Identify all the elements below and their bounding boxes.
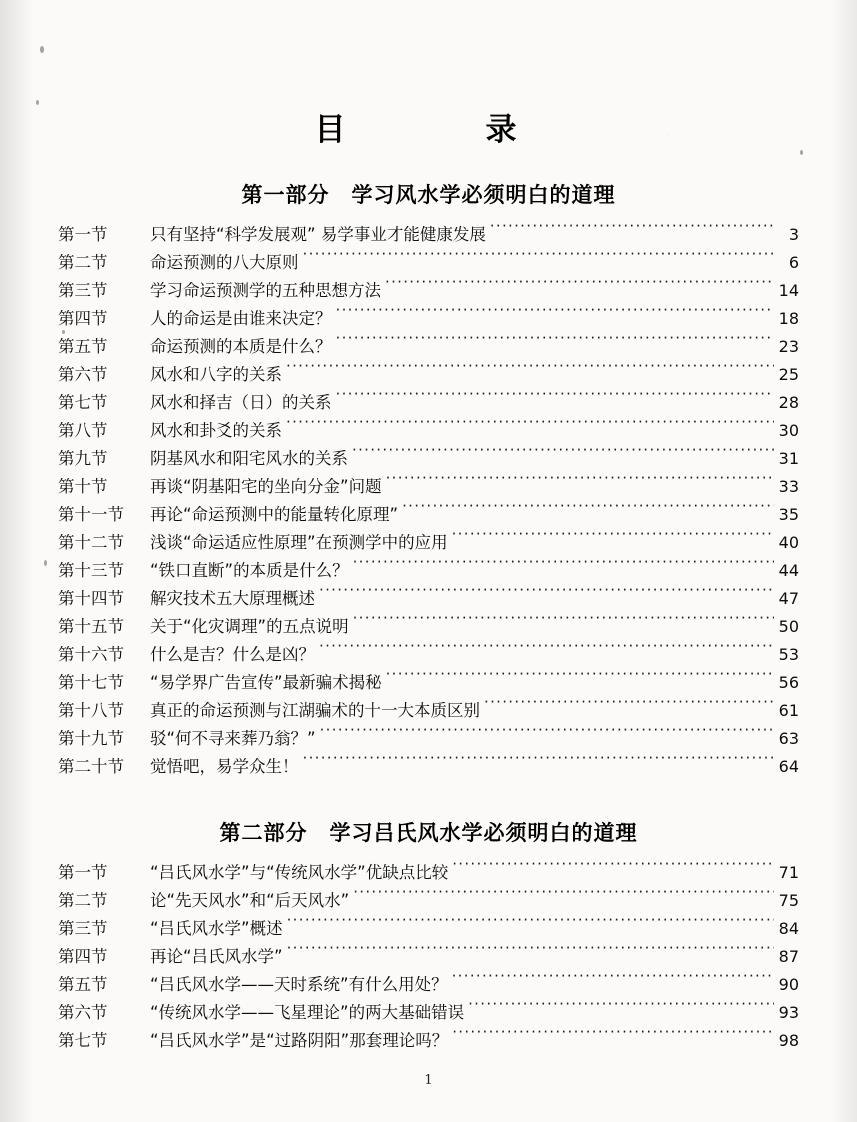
toc-section-number: 第十八节	[58, 701, 124, 720]
toc-entry[interactable]	[58, 585, 799, 613]
dot-leader	[452, 974, 774, 990]
toc-entry-title: “吕氏风水学——天时系统”有什么用处？	[150, 975, 448, 994]
toc-section-number: 第三节	[58, 281, 108, 300]
toc-entry[interactable]	[58, 557, 799, 585]
dot-leader	[402, 504, 774, 520]
toc-entry-title: “传统风水学——飞星理论”的两大基础错误	[150, 1003, 465, 1022]
toc-page-number: 6	[788, 253, 799, 272]
dot-leader	[353, 890, 774, 906]
toc-section-number: 第六节	[58, 1003, 108, 1022]
toc-list-part-1	[58, 221, 799, 781]
dot-leader	[484, 700, 774, 716]
scan-speck	[40, 46, 44, 53]
dot-leader	[336, 392, 775, 408]
toc-entry[interactable]	[58, 999, 799, 1027]
toc-section-number: 第八节	[58, 421, 108, 440]
toc-entry[interactable]	[58, 753, 799, 781]
toc-entry-title: 觉悟吧，易学众生！	[150, 757, 299, 776]
toc-page-number: 25	[778, 365, 799, 384]
toc-entry[interactable]	[58, 333, 799, 361]
toc-entry-title: 浅谈“命运适应性原理”在预测学中的应用	[150, 533, 448, 552]
scan-speck	[44, 560, 47, 566]
dot-leader	[452, 862, 774, 878]
toc-entry[interactable]	[58, 389, 799, 417]
part-section-1	[58, 179, 799, 781]
toc-entry-title: 人的命运是由谁来决定？	[150, 309, 332, 328]
dot-leader	[353, 560, 774, 576]
part-heading-text: 学习风水学必须明白的道理	[351, 182, 616, 207]
toc-section-number: 第三节	[58, 919, 108, 938]
toc-page-number: 98	[778, 1031, 799, 1050]
toc-entry-title: “吕氏风水学”概述	[150, 919, 283, 938]
toc-page-number: 40	[778, 533, 799, 552]
toc-page-number: 71	[778, 863, 799, 882]
toc-page-number: 90	[778, 975, 799, 994]
dot-leader	[490, 224, 774, 240]
toc-page-number: 64	[778, 757, 799, 776]
toc-entry-title: 风水和择吉（日）的关系	[150, 393, 332, 412]
toc-entry[interactable]	[58, 361, 799, 389]
toc-section-number: 第九节	[58, 449, 108, 468]
dot-leader	[336, 336, 775, 352]
dot-leader	[336, 308, 775, 324]
toc-page-number: 30	[778, 421, 799, 440]
toc-entry[interactable]	[58, 697, 799, 725]
toc-entry-title: 阴基风水和阳宅风水的关系	[150, 449, 348, 468]
dot-leader	[386, 476, 774, 492]
toc-section-number: 第七节	[58, 1031, 108, 1050]
toc-entry[interactable]	[58, 613, 799, 641]
dot-leader	[452, 532, 774, 548]
toc-page-number: 61	[778, 701, 799, 720]
toc-entry[interactable]	[58, 641, 799, 669]
toc-entry[interactable]	[58, 249, 799, 277]
toc-entry[interactable]	[58, 473, 799, 501]
toc-page-number: 87	[778, 947, 799, 966]
toc-section-number: 第十四节	[58, 589, 124, 608]
toc-section-number: 第四节	[58, 309, 108, 328]
toc-page-number: 53	[778, 645, 799, 664]
toc-entry-title: 再谈“阴基阳宅的坐向分金”问题	[150, 477, 382, 496]
toc-entry[interactable]	[58, 417, 799, 445]
toc-page-number: 84	[778, 919, 799, 938]
toc-entry[interactable]	[58, 859, 799, 887]
toc-entry[interactable]	[58, 1027, 799, 1055]
toc-section-number: 第十九节	[58, 729, 124, 748]
toc-section-number: 第五节	[58, 337, 108, 356]
scan-speck	[36, 100, 39, 105]
toc-section-number: 第六节	[58, 365, 108, 384]
toc-section-number: 第十六节	[58, 645, 124, 664]
dot-leader	[303, 252, 775, 268]
toc-entry[interactable]	[58, 971, 799, 999]
toc-entry[interactable]	[58, 221, 799, 249]
toc-entry-title: 风水和八字的关系	[150, 365, 282, 384]
toc-page-number: 14	[778, 281, 799, 300]
toc-entry[interactable]	[58, 305, 799, 333]
toc-section-number: 第十二节	[58, 533, 124, 552]
dot-leader	[386, 672, 774, 688]
toc-entry[interactable]	[58, 725, 799, 753]
part-heading-text: 学习吕氏风水学必须明白的道理	[329, 820, 638, 845]
toc-page-number: 33	[778, 477, 799, 496]
toc-entry[interactable]	[58, 501, 799, 529]
toc-entry-title: 驳“何不寻来葬乃翁？”	[150, 729, 316, 748]
toc-entry-title: “吕氏风水学”是“过路阴阳”那套理论吗？	[150, 1031, 449, 1050]
toc-section-number: 第五节	[58, 975, 108, 994]
toc-page-number: 47	[778, 589, 799, 608]
dot-leader	[468, 1002, 774, 1018]
toc-entry[interactable]	[58, 943, 799, 971]
dot-leader	[287, 946, 774, 962]
toc-page-number: 23	[778, 337, 799, 356]
toc-page-number: 63	[778, 729, 799, 748]
folio-page-number: 1	[424, 1073, 433, 1088]
toc-section-number: 第十五节	[58, 617, 124, 636]
toc-page-number: 75	[778, 891, 799, 910]
toc-entry-title: “铁口直断”的本质是什么？	[150, 561, 349, 580]
toc-entry-title: 命运预测的本质是什么？	[150, 337, 332, 356]
toc-entry-title: 真正的命运预测与江湖骗术的十一大本质区别	[150, 701, 480, 720]
toc-entry[interactable]	[58, 887, 799, 915]
dot-leader	[319, 644, 774, 660]
toc-entry-title: 关于“化灾调理”的五点说明	[150, 617, 349, 636]
toc-page-number: 3	[788, 225, 799, 244]
toc-page-number: 50	[778, 617, 799, 636]
toc-entry[interactable]	[58, 915, 799, 943]
toc-section-number: 第十一节	[58, 505, 124, 524]
toc-section-number: 第十节	[58, 477, 108, 496]
scan-speck	[800, 150, 803, 155]
toc-entry-title: 命运预测的八大原则	[150, 253, 299, 272]
toc-section-number: 第二十节	[58, 757, 124, 776]
toc-section-number: 第十七节	[58, 673, 124, 692]
dot-leader	[352, 448, 774, 464]
dot-leader	[353, 616, 774, 632]
toc-section-number: 第一节	[58, 225, 108, 244]
dot-leader	[320, 728, 774, 744]
toc-entry[interactable]	[58, 669, 799, 697]
toc-entry-title: 只有坚持“科学发展观” 易学事业才能健康发展	[150, 225, 486, 244]
part-heading-2	[58, 817, 799, 847]
toc-entry-title: 再论“命运预测中的能量转化原理”	[150, 505, 399, 524]
toc-page-number: 35	[778, 505, 799, 524]
toc-page-number: 44	[778, 561, 799, 580]
toc-page-number: 18	[778, 309, 799, 328]
toc-section-number: 第七节	[58, 393, 108, 412]
toc-page-number: 93	[778, 1003, 799, 1022]
toc-entry-title: 风水和卦爻的关系	[150, 421, 282, 440]
dot-leader	[319, 588, 774, 604]
toc-entry-title: 什么是吉？什么是凶？	[150, 645, 315, 664]
toc-entry[interactable]	[58, 529, 799, 557]
part-heading-1	[58, 179, 799, 209]
toc-list-part-2	[58, 859, 799, 1055]
toc-section-number: 第二节	[58, 253, 108, 272]
part-heading-number: 第一部分	[241, 182, 330, 207]
toc-page-number: 28	[778, 393, 799, 412]
dot-leader	[452, 1030, 774, 1046]
part-section-2	[58, 817, 799, 1055]
toc-section-number: 第二节	[58, 891, 108, 910]
toc-section-number: 第十三节	[58, 561, 124, 580]
toc-entry-title: “吕氏风水学”与“传统风水学”优缺点比较	[150, 863, 449, 882]
toc-section-number: 第四节	[58, 947, 108, 966]
toc-entry-title: 再论“吕氏风水学”	[150, 947, 283, 966]
dot-leader	[303, 756, 775, 772]
page-title: 目 录	[314, 112, 543, 148]
toc-page-number: 56	[778, 673, 799, 692]
dot-leader	[385, 280, 774, 296]
toc-page-number: 31	[778, 449, 799, 468]
toc-entry[interactable]	[58, 445, 799, 473]
toc-entry-title: 学习命运预测学的五种思想方法	[150, 281, 381, 300]
toc-entry-title: 解灾技术五大原理概述	[150, 589, 315, 608]
dot-leader	[286, 420, 774, 436]
toc-entry-title: “易学界广告宣传”最新骗术揭秘	[150, 673, 382, 692]
part-heading-number: 第二部分	[219, 820, 308, 845]
toc-entry[interactable]	[58, 277, 799, 305]
dot-leader	[286, 364, 774, 380]
toc-section-number: 第一节	[58, 863, 108, 882]
toc-entry-title: 论“先天风水”和“后天风水”	[150, 891, 350, 910]
dot-leader	[287, 918, 774, 934]
